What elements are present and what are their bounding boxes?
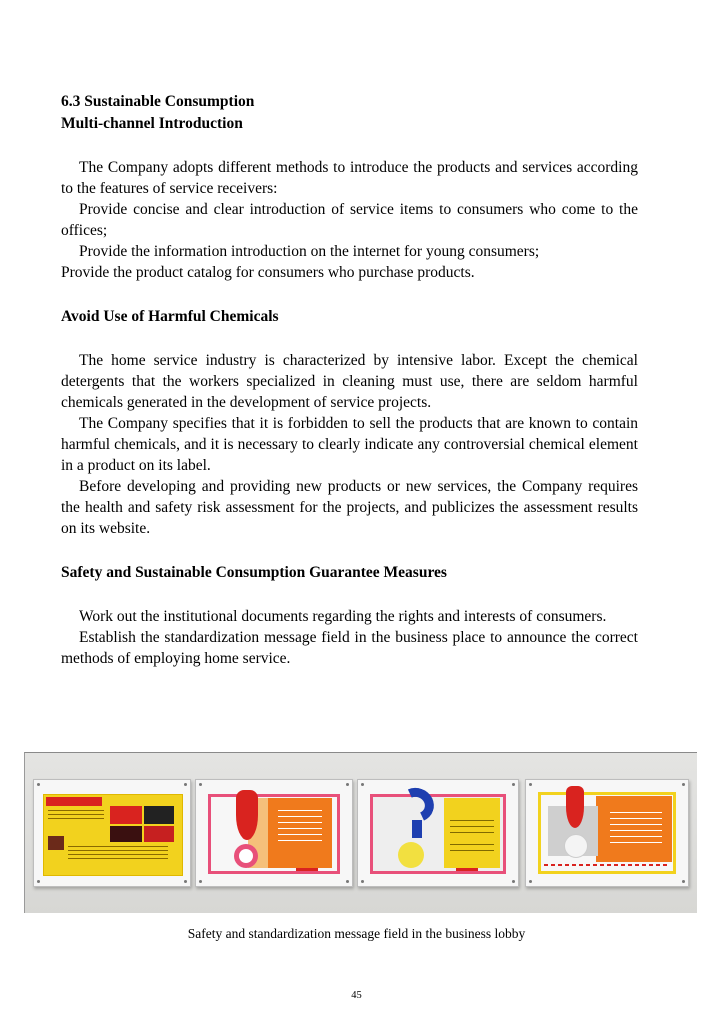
subsection-heading-harmful-chemicals: Avoid Use of Harmful Chemicals xyxy=(61,308,279,325)
page-number: 45 xyxy=(351,990,362,1001)
harmful-paragraph: The Company specifies that it is forbidden to sell the products that are known to contain harmful chemicals, and it is necessary to clearly indicate any controversial chemical element in a product on its label. xyxy=(61,415,638,474)
figure-caption: Safety and standardization message field in the business lobby xyxy=(187,926,526,941)
lobby-photo xyxy=(24,752,697,913)
intro-paragraph: Provide the information introduction on the internet for young consumers; xyxy=(79,243,540,260)
message-board-2 xyxy=(195,779,353,887)
subsection-heading-introduction: Multi-channel Introduction xyxy=(61,115,243,132)
safety-paragraph: Establish the standardization message field in the business place to announce the correct methods of employing home service. xyxy=(61,629,638,667)
safety-paragraph: Work out the institutional documents regarding the rights and interests of consumers. xyxy=(79,608,607,625)
harmful-paragraph: Before developing and providing new products or new services, the Company requires the health and safety risk assessment for the projects, and publicizes the assessment results on its website. xyxy=(61,478,638,537)
intro-paragraph: Provide concise and clear introduction of service items to consumers who come to the offices; xyxy=(61,201,638,239)
harmful-paragraph: The home service industry is characterized by intensive labor. Except the chemical detergents that the workers specialized in cleaning must use, there are seldom harmful chemicals generated in the development of service projects. xyxy=(61,352,638,411)
message-board-1 xyxy=(33,779,191,887)
page-content xyxy=(61,91,638,669)
message-board-4 xyxy=(525,779,689,887)
intro-paragraph: The Company adopts different methods to introduce the products and services according to the features of service receivers: xyxy=(61,159,638,197)
section-heading: 6.3 Sustainable Consumption xyxy=(61,93,255,110)
subsection-heading-safety: Safety and Sustainable Consumption Guarantee Measures xyxy=(61,564,447,581)
message-board-3 xyxy=(357,779,519,887)
intro-paragraph: Provide the product catalog for consumers who purchase products. xyxy=(61,264,475,281)
